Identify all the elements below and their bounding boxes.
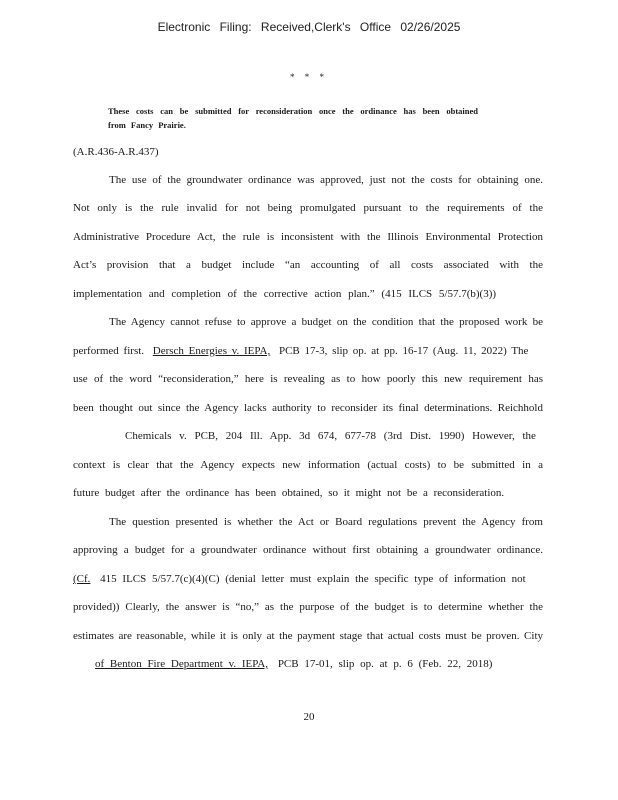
record-citation: (A.R.436-A.R.437) xyxy=(73,146,159,158)
body-line: Act’s provision that a budget include “an accounting of all costs associated with the xyxy=(73,259,543,271)
cf-signal: (Cf. xyxy=(73,573,91,585)
body-line: The use of the groundwater ordinance was approved, just not the costs for obtaining one. xyxy=(109,174,543,186)
body-text: PCB 17-3, slip op. at pp. 16-17 (Aug. 11, 2022) The xyxy=(278,345,529,357)
body-line: Chemicals v. PCB, 204 Ill. App. 3d 674, 677-78 (3rd Dist. 1990) However, the xyxy=(125,430,536,442)
body-line: Not only is the rule invalid for not being promulgated pursuant to the requirements of the xyxy=(73,202,543,214)
case-citation: Dersch Energies v. IEPA, xyxy=(152,345,271,357)
body-line: The Agency cannot refuse to approve a budget on the condition that the proposed work be xyxy=(109,316,543,328)
body-line: future budget after the ordinance has been obtained, so it might not be a reconsideration. xyxy=(73,487,505,499)
body-line: approving a budget for a groundwater ordinance without first obtaining a groundwater ordinance. xyxy=(73,544,543,556)
case-citation: of Benton Fire Department v. IEPA, xyxy=(95,658,269,670)
body-line: estimates are reasonable, while it is only at the payment stage that actual costs must be proven. City xyxy=(73,630,543,642)
body-text: PCB 17-01, slip op. at p. 6 (Feb. 22, 2018) xyxy=(277,658,493,670)
page-number: 20 xyxy=(303,711,315,723)
ellipsis-stars: * * * xyxy=(290,72,328,82)
body-line xyxy=(73,572,543,586)
block-quote: These costs can be submitted for reconsideration once the ordinance has been obtained from Fancy Prairie. xyxy=(108,106,478,130)
body-line: Administrative Procedure Act, the rule is inconsistent with the Illinois Environmental Protection xyxy=(73,231,543,243)
body-text: performed first. xyxy=(73,345,145,357)
body-line: implementation and completion of the corrective action plan.” (415 ILCS 5/57.7(b)(3)) xyxy=(73,288,497,300)
body-line xyxy=(73,657,543,671)
body-line: context is clear that the Agency expects new information (actual costs) to be submitted in a xyxy=(73,459,543,471)
body-line: The question presented is whether the Act or Board regulations prevent the Agency from xyxy=(109,516,543,528)
body-line: use of the word “reconsideration,” here is revealing as to how poorly this new requirement has xyxy=(73,373,543,385)
body-line: provided)) Clearly, the answer is “no,” as the purpose of the budget is to determine whether the xyxy=(73,601,543,613)
body-text: 415 ILCS 5/57.7(c)(4)(C) (denial letter must explain the specific type of information not xyxy=(100,573,526,585)
filing-header: Electronic Filing: Received,Clerk's Office 02/26/2025 xyxy=(157,20,461,34)
body-line: been thought out since the Agency lacks authority to reconsider its final determinations. Reichhold xyxy=(73,402,543,414)
body-line xyxy=(73,344,543,358)
